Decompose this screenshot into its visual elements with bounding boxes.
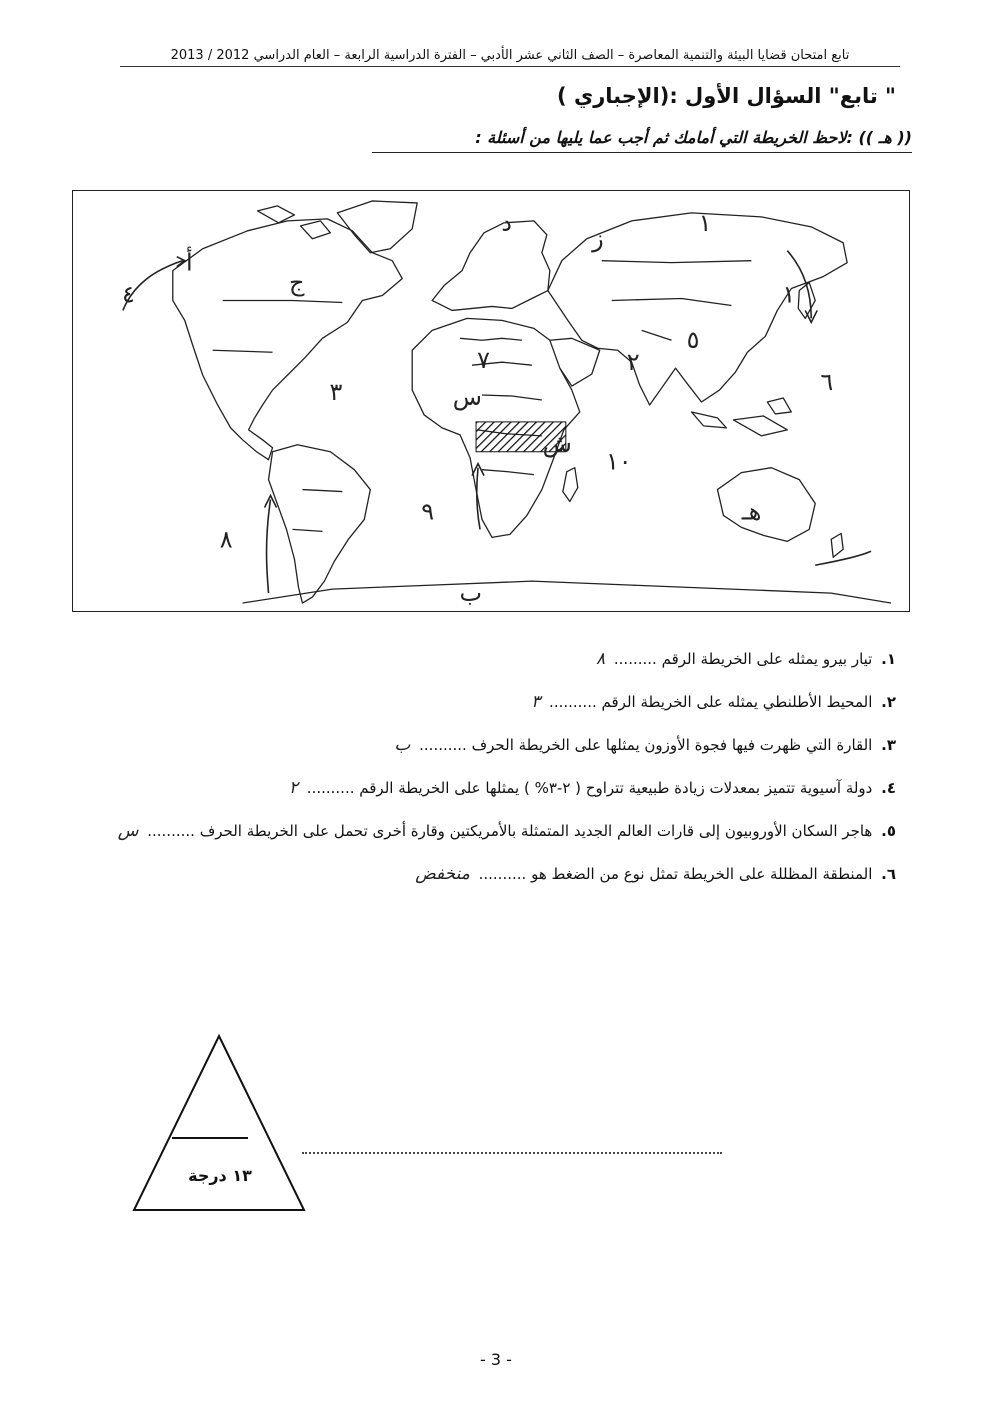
question-item [96, 820, 896, 842]
map-label-s: س [452, 383, 483, 411]
answer-dots: .......... [549, 693, 597, 711]
map-label-h: هـ [741, 497, 762, 526]
question-text: تيار بيرو يمثله على الخريطة الرقم [661, 650, 873, 668]
question-item [96, 648, 896, 670]
handwritten-answer[interactable]: س [117, 821, 139, 841]
map-label-d: د [501, 208, 512, 237]
question-list [96, 648, 896, 906]
map-label-10: ١٠ [605, 447, 632, 476]
map-label-j: ج [288, 268, 305, 297]
question-number: ٢. [881, 693, 896, 711]
page-number: - 3 - [480, 1350, 512, 1369]
question-number: ١. [881, 650, 896, 668]
question-item [96, 691, 896, 713]
question-number: ٦. [881, 865, 896, 883]
map-label-7: ٧ [477, 346, 491, 375]
north-america-outline [173, 219, 402, 460]
handwritten-answer[interactable]: ب [394, 735, 411, 755]
map-label-b: ب [459, 579, 483, 608]
question-number: ٥. [881, 822, 896, 840]
score-label: ١٣ درجة [188, 1166, 252, 1185]
map-label-9: ٩ [421, 497, 435, 526]
question-number: ٣. [881, 736, 896, 754]
question-number: ٤. [881, 779, 896, 797]
handwritten-answer[interactable]: منخفض [415, 864, 470, 884]
australia-outline [717, 468, 815, 542]
answer-dots: ......... [613, 650, 657, 668]
answer-dots: .......... [147, 822, 195, 840]
question-text: القارة التي ظهرت فيها فجوة الأوزون يمثلها على الخريطة الحرف [471, 736, 873, 754]
question-item [96, 863, 896, 885]
handwritten-answer[interactable]: ٨ [595, 649, 606, 669]
answer-dotted-line[interactable] [302, 1142, 722, 1154]
question-text: المنطقة المظللة على الخريطة تمثل نوع من الضغط هو [531, 865, 873, 883]
question-title: " تابع" السؤال الأول :(الإجباري ) [557, 84, 896, 108]
handwritten-answer[interactable]: ٢ [288, 778, 299, 798]
map-label-3: ٣ [329, 378, 343, 406]
map-label-sh: ش [542, 429, 572, 458]
map-label-1b: ١ [698, 208, 712, 237]
map-label-8: ٨ [219, 525, 233, 554]
question-item [96, 734, 896, 756]
question-text: دولة آسيوية تتميز بمعدلات زيادة طبيعية تتراوح ( ٢-٣% ) يمثلها على الخريطة الرقم [359, 779, 873, 797]
map-label-4: ٤ [121, 280, 135, 309]
answer-dots: .......... [419, 736, 467, 754]
world-map [72, 190, 910, 612]
map-label-2: ٢ [626, 348, 640, 377]
exam-header: تابع امتحان قضايا البيئة والتنمية المعاصرة – الصف الثاني عشر الأدبي – الفترة الدراسية الرابعة – العام الدراسي 2012 / 2013 [120, 48, 900, 67]
map-label-1: ١ [782, 280, 796, 309]
map-label-6: ٦ [820, 368, 834, 397]
map-label-5: ٥ [686, 326, 700, 355]
world-map-drawing [73, 191, 909, 611]
greenland-outline [337, 201, 417, 253]
map-label-a: أ [186, 248, 193, 277]
map-label-z: ز [592, 224, 604, 253]
score-triangle [130, 1032, 308, 1214]
handwritten-answer[interactable]: ٣ [531, 692, 541, 712]
europe-outline [432, 221, 550, 311]
question-text: هاجر السكان الأوروبيون إلى قارات العالم الجديد المتمثلة بالأمريكتين وقارة أخرى تحمل على الخريطة الحرف [199, 822, 873, 840]
south-america-outline [269, 445, 371, 603]
answer-dots: .......... [478, 865, 527, 883]
question-text: المحيط الأطلنطي يمثله على الخريطة الرقم [601, 693, 873, 711]
triangle-shape [130, 1032, 308, 1214]
map-instruction: (( هـ )) :لاحظ الخريطة التي أمامك ثم أجب عما يليها من أسئلة : [372, 128, 912, 153]
question-item [96, 777, 896, 799]
antarctica-outline [243, 581, 891, 603]
answer-dots: .......... [306, 779, 355, 797]
